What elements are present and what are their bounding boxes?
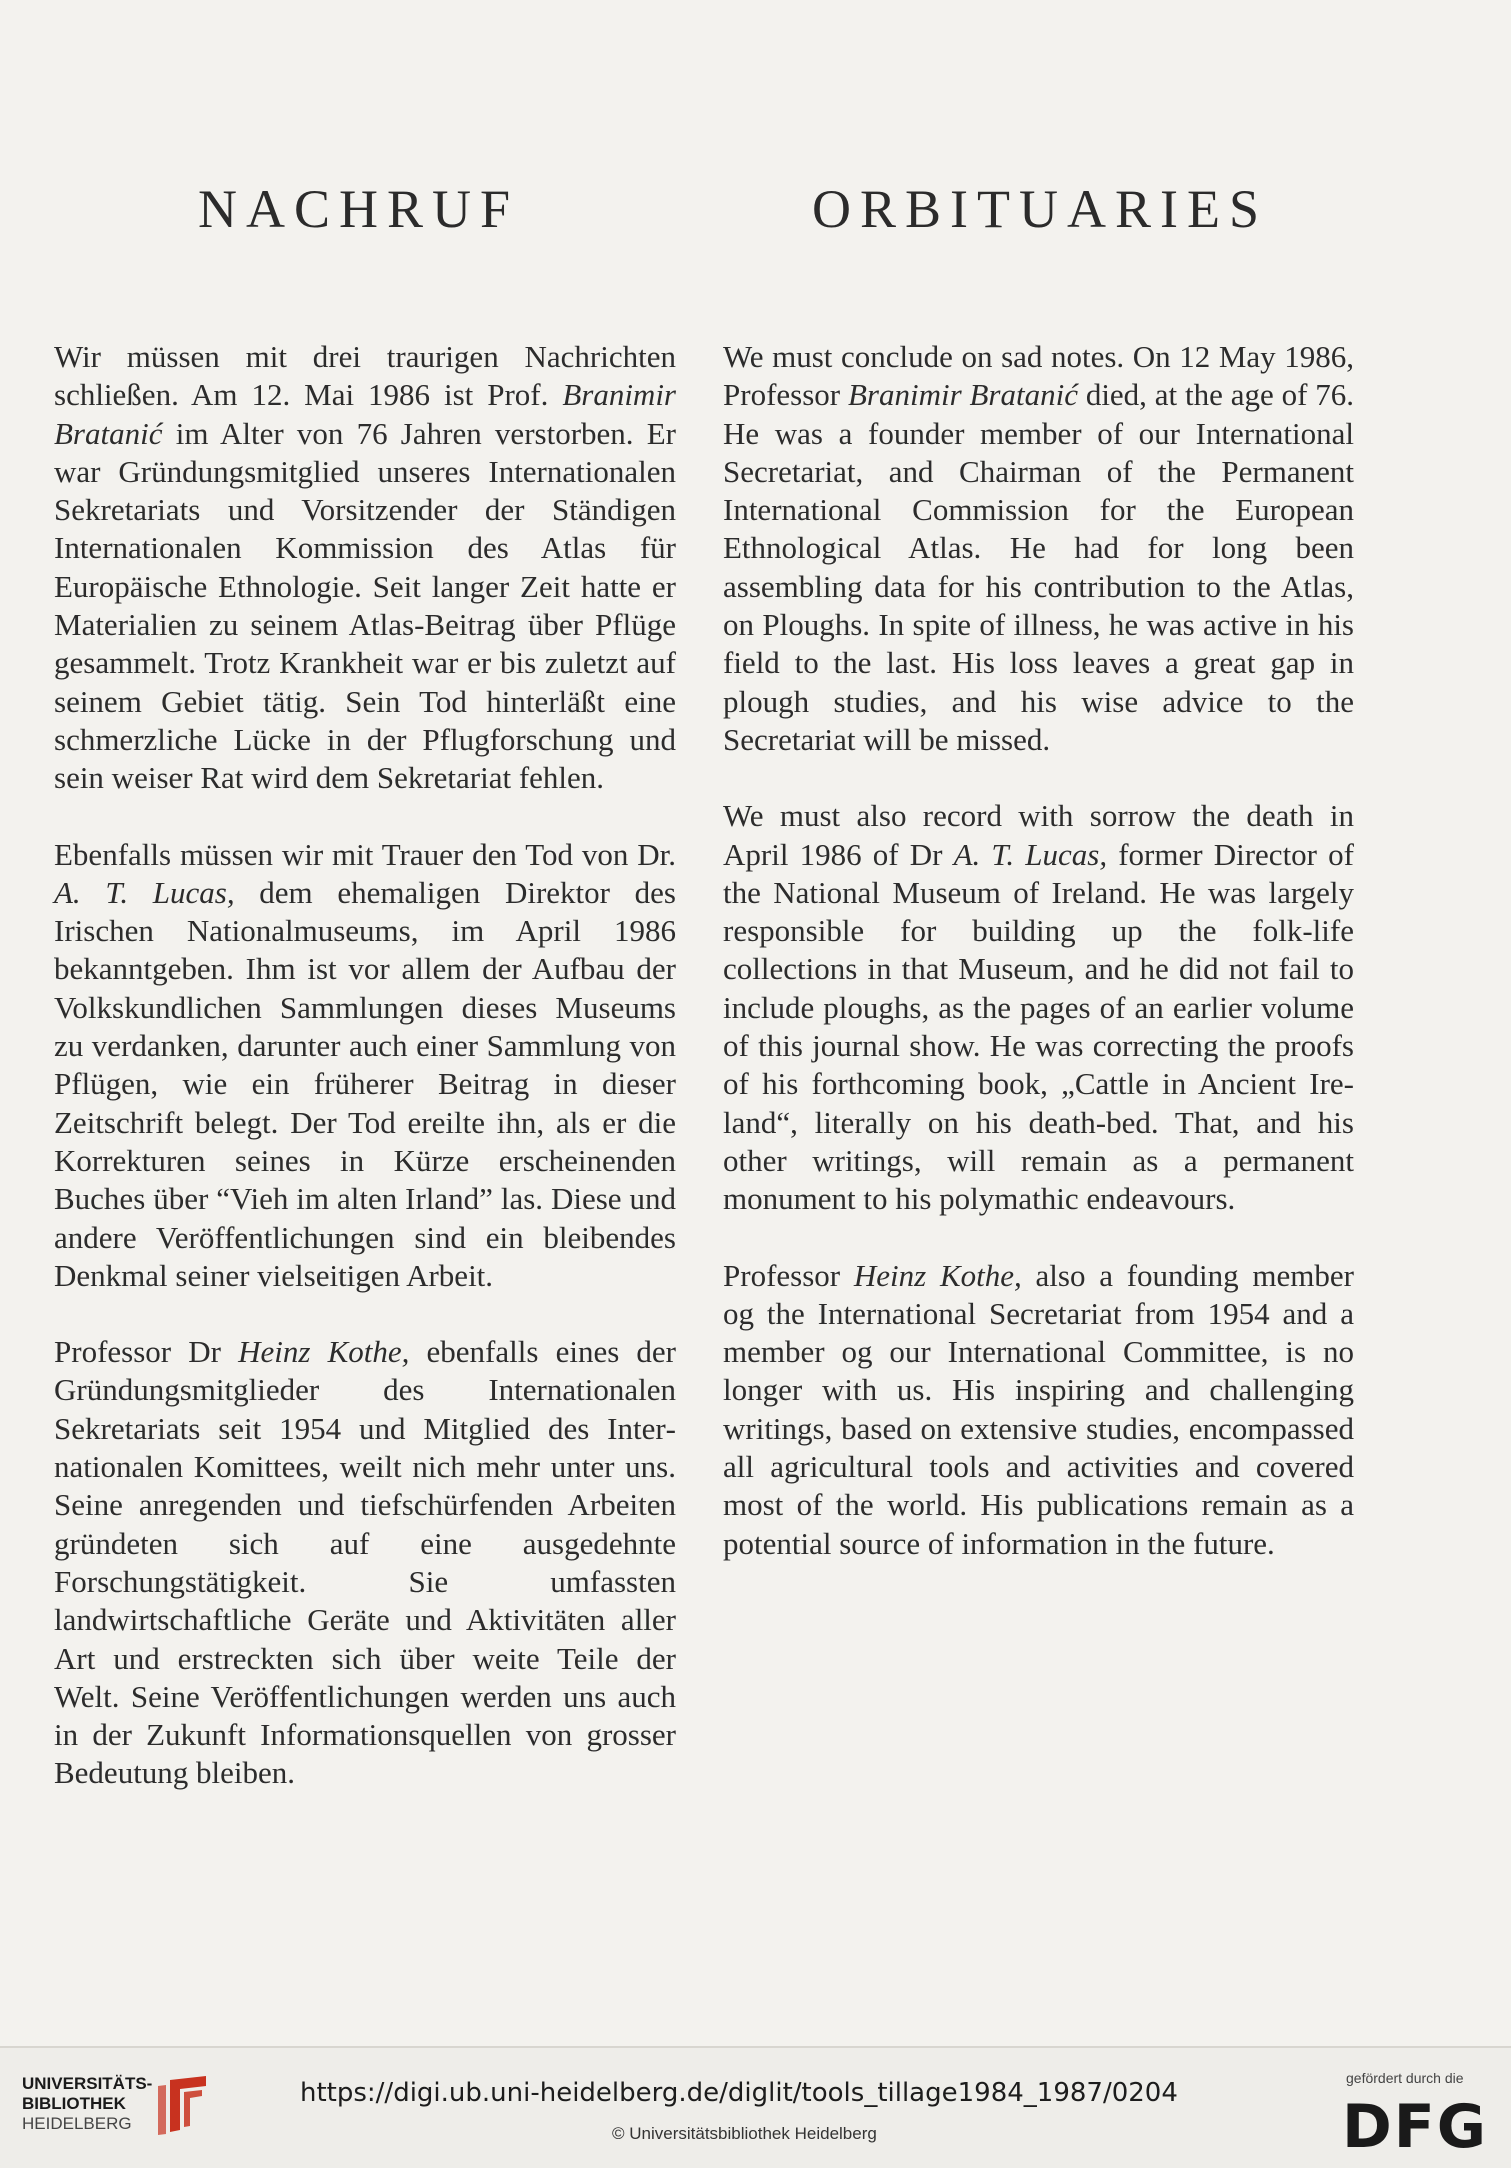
paragraph-text: also a founding member og the International Secretariat from 1954 and a member og our International Committee, is no longer with us. His inspiring and challenging writings, based on extensive studies, encompassed all agricultural tools and activities and covered most of the world. His publications remain as a potential source of information in the future. [723, 1257, 1354, 1561]
paragraph [54, 1333, 676, 1793]
heading-orbituaries: ORBITUARIES [812, 179, 1269, 239]
library-logo[interactable] [22, 2074, 152, 2134]
person-name: Heinz Kothe, [238, 1334, 410, 1370]
paragraph-text: Wir müssen mit drei traurigen Nachrichten schließen. Am 12. Mai 1986 ist Prof. [54, 339, 676, 413]
library-name-line3: HEIDELBERG [22, 2114, 132, 2133]
paragraph-text: im Alter von 76 Jahren verstorben. Er war Gründungsmitglied unseres Internationalen Sekretariats und Vorsitzender der Ständigen Internationalen Kommission des Atlas für Europäische Ethnologie. Seit langer Zeit hatte er Materialien zu seinem Atlas-Beitrag über Pflüge gesammelt. Trotz Krankheit war er bis zuletzt auf seinem Gebiet tätig. Sein Tod hinterläßt eine schmerzliche Lücke in der Pflugforschung und sein weiser Rat wird dem Sekretariat fehlen. [54, 415, 676, 796]
person-name: A. T. Lucas, [54, 874, 235, 910]
paragraph-text: We must conclude on sad notes. On 12 May 1986, Professor [723, 339, 1354, 413]
paragraph-text: ebenfalls eines der Gründungsmitglieder des Internationalen Sekretariats seit 1954 und Mitglied des Internationalen Komittees, weilt nich mehr unter uns. Seine anregenden und tiefschürfenden Arbeiten gründeten sich auf eine ausgedehnte Forschungstätigkeit. Sie umfassten landwirtschaftliche Geräte und Aktivitäten aller Art und erstreckten sich über weite Teile der Welt. Seine Veröffentlichungen werden uns auch in der Zukunft Informationsquellen von grosser Bedeutung bleiben. [54, 1334, 677, 1791]
person-name: Branimir Bratanić [847, 377, 1078, 413]
document-url-link[interactable]: https://digi.ub.uni-heidelberg.de/diglit/tools_tillage1984_1987/0204 [300, 2078, 1178, 2108]
paragraph-text: We must also record with sorrow the death in April 1986 of Dr [723, 798, 1354, 872]
copyright-notice: © Universitätsbibliothek Heidelberg [612, 2124, 877, 2143]
person-name: Branimir Bratanić [54, 377, 676, 451]
library-name-line1: UNIVERSITÄTS- [22, 2074, 153, 2093]
library-logo-icon [150, 2072, 214, 2136]
footer-divider [0, 2046, 1511, 2048]
person-name: A. T. Lucas, [953, 836, 1108, 872]
library-name-line2: BIBLIOTHEK [22, 2094, 126, 2113]
paragraph-text: dem ehemaligen Direktor des Irischen Nationalmuseums, im April 1986 bekanntgeben. Ihm ist vor allem der Aufbau der Volkskundlichen Sammlungen dieses Museums zu verdanken, darunter auch einer Sammlung von Pflügen, wie ein früherer Beitrag in dieser Zeitschrift belegt. Der Tod ereilte ihn, als er die Korrekturen seines in Kürze erscheinenden Buches über “Vieh im alten Irland” las. Diese und andere Veröffentlichungen sind ein bleibendes Denkmal seiner vielseitigen Arbeit. [54, 874, 676, 1293]
paragraph [54, 836, 676, 1296]
paragraph [723, 338, 1354, 759]
paragraph-text: died, at the age of 76. He was a founder member of our International Secretariat, and Chairman of the Permanent International Commission for the European Ethnological Atlas. He had for long been assembling data for his contribution to the Atlas, on Ploughs. In spite of illness, he was active in his field to the last. His loss leaves a great gap in plough studies, and his wise advice to the Secretariat will be missed. [723, 377, 1354, 757]
german-column [54, 338, 676, 1793]
dfg-logo[interactable]: DFG [1342, 2092, 1489, 2162]
paragraph-text: Professor Dr [54, 1334, 239, 1370]
person-name: Heinz Kothe, [853, 1257, 1022, 1293]
paragraph [723, 1257, 1354, 1563]
paragraph [54, 338, 676, 798]
footer [0, 2046, 1511, 2168]
english-column [723, 338, 1354, 1563]
paragraph-text: Ebenfalls müssen wir mit Trauer den Tod von Dr. [54, 836, 676, 872]
funded-by-label: gefördert durch die [1346, 2070, 1464, 2086]
paragraph [723, 797, 1354, 1218]
heading-nachruf: NACHRUF [198, 179, 520, 239]
paragraph-text: Professor [723, 1257, 854, 1293]
paragraph-text: former Director of the National Museum of Ireland. He was largely responsible for building up the folk-life collections in that Museum, and he did not fail to include ploughs, as the pages of an earlier volume of this journal show. He was correcting the proofs of his forthcoming book, „Cattle in Ancient Ireland“, literally on his death-bed. That, and his other writings, will remain as a permanent monument to his polymathic endeavours. [723, 836, 1354, 1217]
